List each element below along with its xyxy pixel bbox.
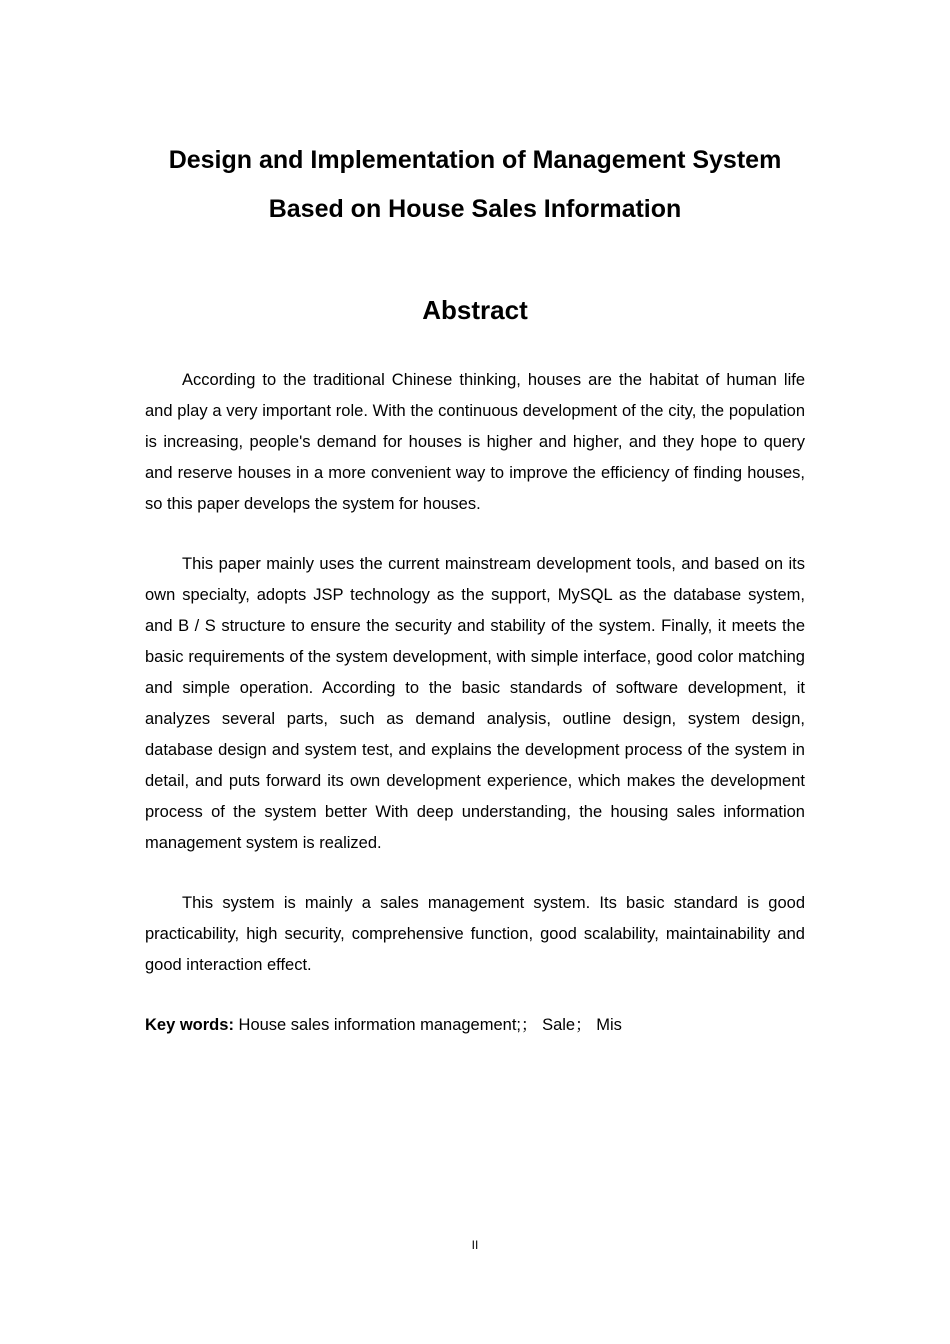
abstract-heading: Abstract bbox=[422, 295, 528, 325]
document-title bbox=[145, 136, 805, 234]
abstract-paragraph-1: According to the traditional Chinese thinking, houses are the habitat of human life and play a very important role. With the continuous development of the city, the population is increasing, people's demand for houses is higher and higher, and they hope to query and reserve houses in a more convenient way to improve the efficiency of finding houses, so this paper develops the system for houses. bbox=[145, 371, 805, 513]
abstract-paragraph-2: This paper mainly uses the current mainstream development tools, and based on its own specialty, adopts JSP technology as the support, MySQL as the database system, and B / S structure to ensure the security and stability of the system. Finally, it meets the basic requirements of the system development, with simple interface, good color matching and simple operation. According to the basic standards of software development, it analyzes several parts, such as demand analysis, outline design, system design, database design and system test, and explains the development process of the system in detail, and puts forward its own development experience, which makes the development process of the system better With deep understanding, the housing sales information management system is realized. bbox=[145, 555, 805, 852]
title-line-1: Design and Implementation of Management System bbox=[168, 146, 782, 174]
abstract-paragraph-3: This system is mainly a sales management system. Its basic standard is good practicability, high security, comprehensive function, good scalability, maintainability and good interaction effect. bbox=[145, 894, 805, 974]
keywords-line bbox=[145, 1010, 805, 1041]
title-line-2: Based on House Sales Information bbox=[268, 195, 682, 223]
keywords-label: Key words: bbox=[145, 1016, 234, 1034]
keywords-text: House sales information management;； Sale； Mis bbox=[233, 1016, 622, 1034]
page-number: II bbox=[471, 1238, 479, 1252]
